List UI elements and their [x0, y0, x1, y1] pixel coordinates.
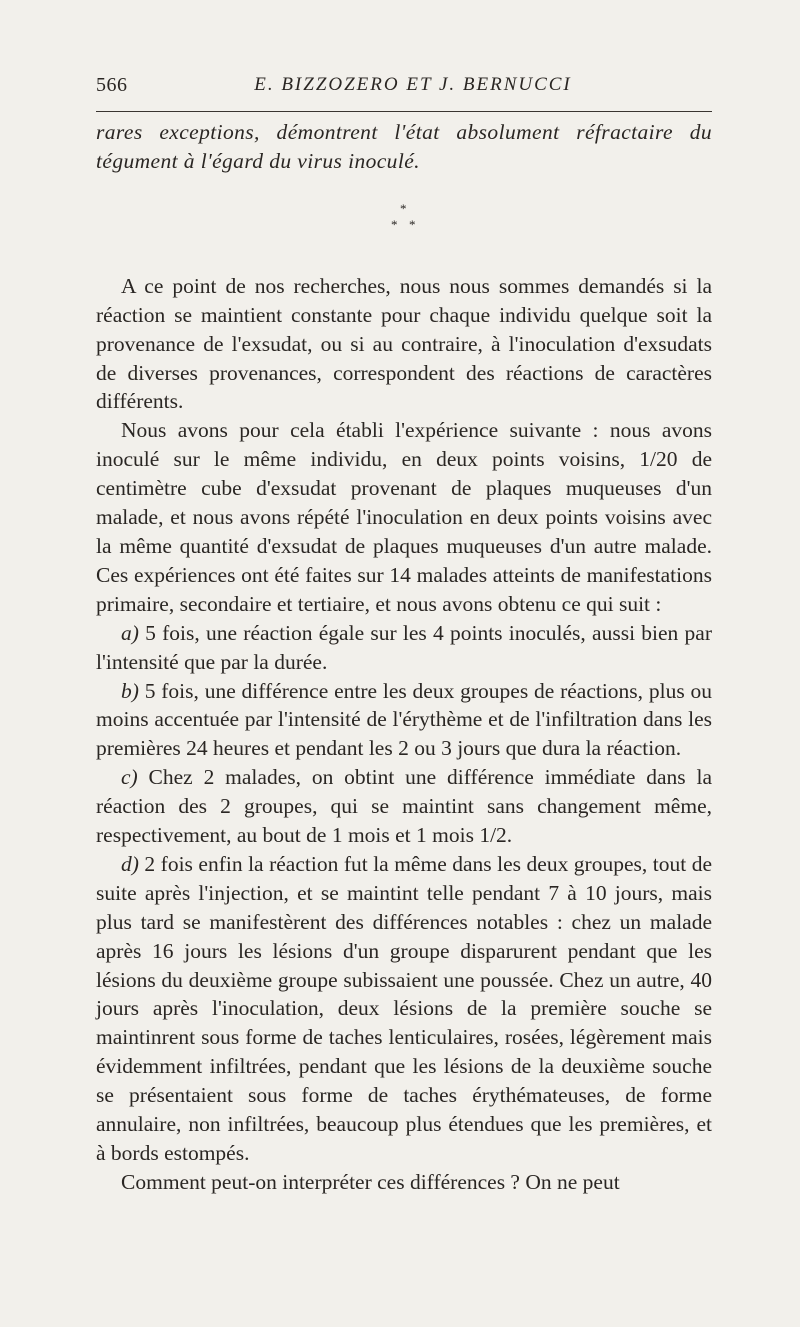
result-text-b: 5 fois, une différence entre les deux groupes de réactions, plus ou moins accentuée par l'intensité de l'érythème et de l'infiltration dans les premières 24 heures et pendant les 2 ou 3 jours que dura la réaction.	[96, 678, 712, 761]
result-item-c	[96, 763, 712, 850]
result-label-b: b)	[121, 678, 139, 703]
page-number: 566	[96, 74, 128, 96]
section-asterism	[96, 176, 712, 272]
result-label-a: a)	[121, 620, 139, 645]
result-label-d: d)	[121, 851, 139, 876]
header-rule	[96, 111, 712, 112]
result-label-c: c)	[121, 765, 138, 790]
result-text-a: 5 fois, une réaction égale sur les 4 points inoculés, aussi bien par l'intensité que par la durée.	[96, 620, 712, 674]
paragraph-question: A ce point de nos recherches, nous nous sommes demandés si la réaction se maintient constante pour chaque individu quelque soit la provenance de l'exsudat, ou si au contraire, à l'inoculation d'exsudats de diverses provenances, correspondent des réactions de caractères différents.	[96, 273, 712, 414]
result-item-b	[96, 677, 712, 764]
lead-continuation: rares exceptions, démontrent l'état absolument réfractaire du tégument à l'égard du virus inoculé.	[96, 120, 712, 173]
body-text	[96, 118, 712, 1197]
asterism-star-left: *	[391, 216, 398, 232]
page-header	[96, 74, 712, 100]
asterism-star-right: *	[409, 216, 416, 232]
paragraph-closing: Comment peut-on interpréter ces différences ? On ne peut	[121, 1169, 620, 1194]
result-text-c: Chez 2 malades, on obtint une différence immédiate dans la réaction des 2 groupes, qui se maintint sans changement même, respectivement, au bout de 1 mois et 1 mois 1/2.	[96, 765, 712, 848]
result-item-d	[96, 850, 712, 1168]
paragraph-experiment: Nous avons pour cela établi l'expérience suivante : nous avons inoculé sur le même individu, en deux points voisins, 1/20 de centimètre cube d'exsudat provenant de plaques muqueuses d'un malade, et nous avons répété l'inoculation en deux points voisins avec la même quantité d'exsudat de plaques muqueuses d'un autre malade. Ces expériences ont été faites sur 14 malades atteints de manifestations primaire, secondaire et tertiaire, et nous avons obtenu ce qui suit :	[96, 418, 712, 616]
result-item-a	[96, 619, 712, 677]
result-text-d: 2 fois enfin la réaction fut la même dans les deux groupes, tout de suite après l'injection, et se maintint telle pendant 7 à 10 jours, mais plus tard se manifestèrent des différences notables : chez un malade après 16 jours les lésions d'un groupe disparurent pendant que les lésions du deuxième groupe subissaient une poussée. Chez un autre, 40 jours après l'inoculation, deux lésions de la première souche se maintinrent sous forme de taches lenticulaires, rosées, légèrement mais évidemment infiltrées, pendant que les lésions de la deuxième souche se présentaient sous forme de taches érythémateuses, de forme annulaire, non infiltrées, beaucoup plus étendues que les premières, et à bords estompés.	[96, 851, 712, 1165]
running-head: E. BIZZOZERO ET J. BERNUCCI	[254, 74, 572, 95]
asterism-star-top: *	[400, 200, 407, 216]
